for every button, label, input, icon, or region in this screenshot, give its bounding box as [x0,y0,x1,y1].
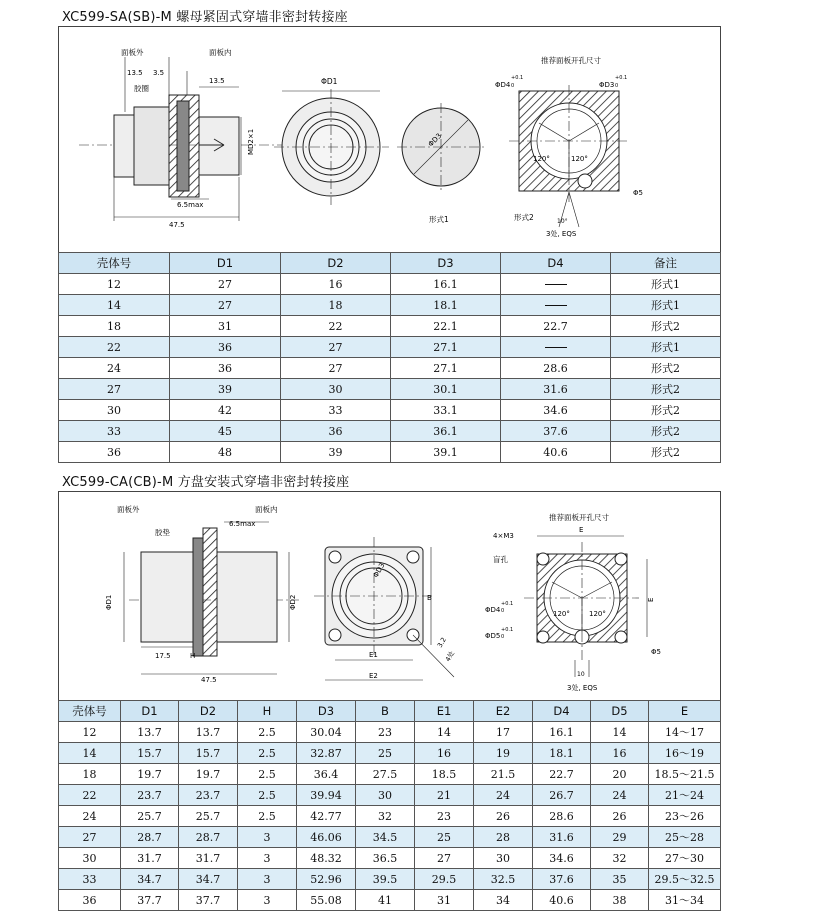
table-cell: 形式2 [611,316,721,337]
table-cell: 27 [170,295,281,316]
label-10deg: 10° [557,218,568,225]
table-cell: 18.5 [415,764,474,785]
table-cell: 29.5 [415,869,474,890]
header-d4: D4 [501,253,611,274]
table-cell: 33 [281,400,391,421]
dim-17-5: 17.5 [155,652,171,660]
tol-d3: +0.1 [615,75,628,81]
label-phi-d4: ΦD4 [495,81,511,89]
table-row [59,890,721,911]
label-phi-d5: ΦD5 [485,632,501,640]
table-row [59,379,721,400]
dim-6-5-2: 6.5max [229,520,256,528]
table-cell: 3 [238,869,297,890]
dash-mark [545,284,567,285]
table-cell: 26.7 [533,785,591,806]
dim-3-5: 3.5 [153,69,165,77]
table-cell: 20 [591,764,649,785]
table-cell: 形式2 [611,358,721,379]
table-cell: 41 [356,890,415,911]
header-e1: E1 [415,701,474,722]
header-h: H [238,701,297,722]
spec-table-2 [58,700,721,911]
table-cell: 2.5 [238,743,297,764]
table-cell: 32 [591,848,649,869]
table-cell: 13.7 [179,722,238,743]
table-cell: 2.5 [238,722,297,743]
table-cell: 34.5 [356,827,415,848]
section2-drawing [58,491,721,701]
table-cell: 30 [281,379,391,400]
label-e2: E2 [369,672,378,680]
table-cell: 22 [59,785,121,806]
table-cell: 27 [59,827,121,848]
header-d4-2: D4 [533,701,591,722]
table-cell: 36 [59,890,121,911]
table-cell: 16.1 [391,274,501,295]
table-cell: 33 [59,869,121,890]
table-cell: 18.5～21.5 [649,764,721,785]
table-cell: 28.6 [533,806,591,827]
table-cell: 19.7 [179,764,238,785]
header-d1: D1 [170,253,281,274]
table-cell: 25 [415,827,474,848]
dim-47-5-2: 47.5 [201,676,217,684]
table-row [59,785,721,806]
table-cell: 形式2 [611,379,721,400]
table-cell: 27 [281,337,391,358]
table-cell: 31.7 [179,848,238,869]
label-phi-d3b: ΦD3 [599,81,615,89]
table-cell: 25.7 [179,806,238,827]
label-form1: 形式1 [429,215,449,224]
table-cell: 23.7 [121,785,179,806]
header-d2: D2 [281,253,391,274]
table-row [59,743,721,764]
table-row [59,722,721,743]
table-cell: 16 [591,743,649,764]
table-cell: 18 [281,295,391,316]
table-cell: 14 [415,722,474,743]
connector-drawing-2 [59,492,720,700]
header-shell-2: 壳体号 [59,701,121,722]
label-phi-d3-2: ΦD3 [371,561,387,579]
table-cell: 36.5 [356,848,415,869]
header-shell: 壳体号 [59,253,170,274]
connector-drawing-1 [59,27,720,252]
table-cell: 12 [59,722,121,743]
table-cell: 45 [170,421,281,442]
table-cell: 27.5 [356,764,415,785]
label-gasket: 胶圈 [134,84,149,93]
table-row [59,358,721,379]
label-outer-2: 面板外 [117,505,140,514]
table-cell: 27.1 [391,358,501,379]
table-cell: 36 [281,421,391,442]
table-cell: 34.6 [533,848,591,869]
section2-title: XC599-CA(CB)-M 方盘安装式穿墙非密封转接座 [62,475,350,490]
table-cell: 14～17 [649,722,721,743]
table-cell: 25～28 [649,827,721,848]
header-remark: 备注 [611,253,721,274]
dim-13-5: 13.5 [127,69,143,77]
table-cell: 48.32 [297,848,356,869]
label-form2: 形式2 [514,213,534,222]
table-cell: 27 [59,379,170,400]
tol-d4: +0.1 [511,75,524,81]
table-cell: 17 [474,722,533,743]
table-cell: 形式1 [611,274,721,295]
header-b: B [356,701,415,722]
table-cell: 30 [356,785,415,806]
table-cell: 22 [59,337,170,358]
table-cell: 14 [59,295,170,316]
table-cell: 30.04 [297,722,356,743]
header-d3: D3 [391,253,501,274]
dash-mark [545,347,567,348]
table-cell: 3 [238,848,297,869]
table-cell: 36 [170,358,281,379]
table-cell: 14 [591,722,649,743]
table-cell: 46.06 [297,827,356,848]
label-3-2: 3.2 [435,636,448,649]
table-cell: 14 [59,743,121,764]
table-cell: 34.6 [501,400,611,421]
table-cell: 36 [59,442,170,463]
table-cell: 52.96 [297,869,356,890]
label-inner-2: 面板内 [255,505,278,514]
table-cell: 18.1 [533,743,591,764]
table-cell: 27.1 [391,337,501,358]
table-cell: 30 [59,400,170,421]
table-cell: 55.08 [297,890,356,911]
table-cell: 31～34 [649,890,721,911]
table-cell: 25 [356,743,415,764]
label-phi-d3: ΦD3 [426,131,444,149]
table-cell: 39 [281,442,391,463]
table-cell: 2.5 [238,785,297,806]
table-cell: 26 [591,806,649,827]
label-10: 10 [577,671,585,678]
table-cell: 22.7 [501,316,611,337]
table-cell: 29 [591,827,649,848]
tol0-d4: 0 [511,83,515,89]
table-cell: 31.6 [533,827,591,848]
table-cell: 34.7 [121,869,179,890]
table-cell: 27 [415,848,474,869]
table-cell: 19.7 [121,764,179,785]
angle-120-a: 120° [533,155,550,163]
table-cell: 18 [59,316,170,337]
table-cell: 37.6 [501,421,611,442]
table-row [59,421,721,442]
table-cell: 32.5 [474,869,533,890]
table-cell: 3 [238,827,297,848]
table-cell: 33 [59,421,170,442]
table-cell: 2.5 [238,764,297,785]
table-cell: 形式2 [611,421,721,442]
table-cell: 30 [474,848,533,869]
table-cell: 40.6 [533,890,591,911]
table-cell: 42 [170,400,281,421]
label-phi5: Φ5 [633,189,643,197]
label-cutout-title-2: 推荐面板开孔尺寸 [549,513,609,522]
table-cell: 21.5 [474,764,533,785]
label-outer: 面板外 [121,48,144,57]
table-cell: 形式2 [611,442,721,463]
label-gasket-2: 胶垫 [155,528,170,537]
table-cell: 25.7 [121,806,179,827]
table-row [59,337,721,358]
table-cell: 28.6 [501,358,611,379]
table-cell: 12 [59,274,170,295]
table-cell: 40.6 [501,442,611,463]
table-cell: 15.7 [121,743,179,764]
table-cell: 16 [281,274,391,295]
table-cell: 29.5～32.5 [649,869,721,890]
table-cell: 39 [170,379,281,400]
dim-47-5: 47.5 [169,221,185,229]
table-cell: 36 [170,337,281,358]
label-md2: MD2×1 [247,128,255,155]
tol0-d4-2: 0 [501,608,505,614]
label-h: H [190,652,196,660]
table-cell: 27～30 [649,848,721,869]
table-cell: 33.1 [391,400,501,421]
table-row [59,295,721,316]
header-d5: D5 [591,701,649,722]
table-row [59,869,721,890]
table-cell: 37.6 [533,869,591,890]
tol-d5: +0.1 [501,627,514,633]
label-blind-hole: 盲孔 [493,555,508,564]
table-cell: 16.1 [533,722,591,743]
table-row [59,848,721,869]
table-cell: 36.1 [391,421,501,442]
header-e2: E2 [474,701,533,722]
table-row [59,316,721,337]
table-cell: 21～24 [649,785,721,806]
table-cell: 24 [59,806,121,827]
table-cell: 34.7 [179,869,238,890]
section1-drawing [58,26,721,253]
table-cell: 37.7 [179,890,238,911]
table-cell: 42.77 [297,806,356,827]
table-cell: 31 [170,316,281,337]
table-cell: 23.7 [179,785,238,806]
table-cell: 35 [591,869,649,890]
table-cell: 22.7 [533,764,591,785]
table-cell: 24 [59,358,170,379]
label-cutout-title: 推荐面板开孔尺寸 [541,56,601,65]
table-row [59,400,721,421]
table-cell: 28.7 [121,827,179,848]
label-inner: 面板内 [209,48,232,57]
tol0-d3: 0 [615,83,619,89]
header-d2-2: D2 [179,701,238,722]
label-eqs-2: 3处, EQS [567,684,598,692]
label-4-places: 4处 [443,649,457,663]
table-cell: 13.7 [121,722,179,743]
label-m3: 4×M3 [493,532,514,540]
label-phi5-2: Φ5 [651,648,661,656]
table-row [59,827,721,848]
table-cell: 48 [170,442,281,463]
dim-13-5-b: 13.5 [209,77,225,85]
header-d3-2: D3 [297,701,356,722]
table-cell: 23 [415,806,474,827]
label-phi-d4-2: ΦD4 [485,606,501,614]
table-cell: 3 [238,890,297,911]
table-cell: 24 [591,785,649,806]
table-cell: 形式2 [611,400,721,421]
table-cell: 32.87 [297,743,356,764]
table-cell: 16～19 [649,743,721,764]
table-cell: 15.7 [179,743,238,764]
angle-120-d: 120° [589,610,606,618]
table-row [59,442,721,463]
header-d1-2: D1 [121,701,179,722]
tol0-d5: 0 [501,634,505,640]
table-cell: 31 [415,890,474,911]
tol-d4-2: +0.1 [501,601,514,607]
table-cell: 39.94 [297,785,356,806]
table-cell: 22.1 [391,316,501,337]
table-cell: 2.5 [238,806,297,827]
table-cell: 36.4 [297,764,356,785]
table-cell: 32 [356,806,415,827]
angle-120-b: 120° [571,155,588,163]
table-cell: 21 [415,785,474,806]
table-cell: 31.6 [501,379,611,400]
table-cell: 37.7 [121,890,179,911]
section1-title: XC599-SA(SB)-M 螺母紧固式穿墙非密封转接座 [62,10,348,25]
angle-120-c: 120° [553,610,570,618]
table-cell: 24 [474,785,533,806]
label-phi-d2-2: ΦD2 [289,594,297,610]
table-cell: 形式1 [611,337,721,358]
table-cell: 27 [170,274,281,295]
dash-mark [545,305,567,306]
table-cell: 22 [281,316,391,337]
label-e1: E1 [369,651,378,659]
table-cell: 23 [356,722,415,743]
table-cell: 28.7 [179,827,238,848]
table-cell: 30 [59,848,121,869]
table-cell: 39.1 [391,442,501,463]
table-cell: 形式1 [611,295,721,316]
table-cell: 39.5 [356,869,415,890]
label-e-top: E [579,526,584,534]
label-b: B [427,594,432,602]
table-cell: 26 [474,806,533,827]
table-cell [501,274,611,295]
header-e: E [649,701,721,722]
table-row [59,806,721,827]
table-cell [501,295,611,316]
table-cell [501,337,611,358]
table-cell: 27 [281,358,391,379]
label-phi-d1: ΦD1 [321,77,338,86]
table-row [59,764,721,785]
table-cell: 19 [474,743,533,764]
table-cell: 38 [591,890,649,911]
dim-6-5: 6.5max [177,201,204,209]
table-cell: 28 [474,827,533,848]
table-cell: 18 [59,764,121,785]
table-cell: 34 [474,890,533,911]
label-phi-d1-2: ΦD1 [105,594,113,610]
spec-table-1 [58,252,721,463]
table-row [59,274,721,295]
table-cell: 31.7 [121,848,179,869]
table-cell: 18.1 [391,295,501,316]
table-cell: 23～26 [649,806,721,827]
label-eqs: 3处, EQS [546,230,577,238]
table-cell: 16 [415,743,474,764]
label-e-side: E [647,597,655,602]
table-cell: 30.1 [391,379,501,400]
